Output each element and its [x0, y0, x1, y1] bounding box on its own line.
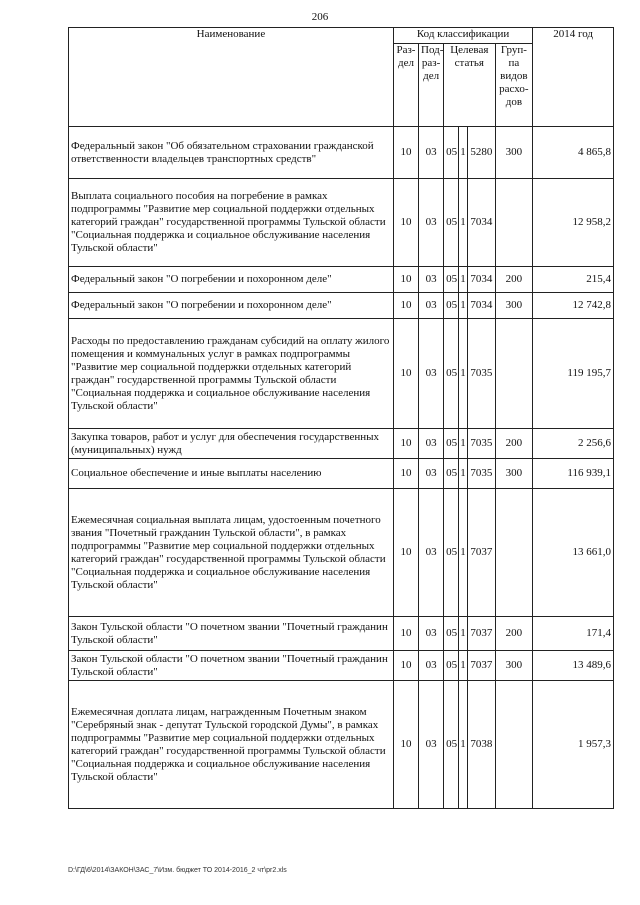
- header-row-top: [69, 28, 614, 44]
- header-podrazdel: Под- раз- дел: [419, 44, 444, 127]
- row-sum: 171,4: [533, 617, 614, 651]
- row-target-3: 7034: [468, 267, 495, 293]
- row-vid: 300: [495, 127, 533, 179]
- row-vid: 200: [495, 429, 533, 459]
- row-razdel: 10: [393, 489, 418, 617]
- row-sum: 12 742,8: [533, 293, 614, 319]
- row-name: Закупка товаров, работ и услуг для обеспечения государственных (муниципальных) нужд: [69, 429, 394, 459]
- row-vid: [495, 681, 533, 809]
- row-razdel: 10: [393, 127, 418, 179]
- table-row: [69, 617, 614, 651]
- row-target-2: 1: [458, 293, 467, 319]
- table-row: [69, 681, 614, 809]
- row-target-1: 05: [444, 293, 459, 319]
- row-sum: 4 865,8: [533, 127, 614, 179]
- row-name: Расходы по предоставлению гражданам субсидий на оплату жилого помещения и коммунальных услуг в рамках подпрограммы "Развитие мер социальной поддержки отдельных категорий граждан" государственной программы Тульской области "Социальная поддержка и социальное обслуживание населения Тульской области": [69, 319, 394, 429]
- row-target-2: 1: [458, 489, 467, 617]
- row-target-1: 05: [444, 617, 459, 651]
- table-row: [69, 429, 614, 459]
- row-target-3: 7037: [468, 489, 495, 617]
- row-podrazdel: 03: [419, 179, 444, 267]
- row-target-3: 7034: [468, 179, 495, 267]
- row-target-3: 7037: [468, 651, 495, 681]
- row-vid: 300: [495, 459, 533, 489]
- table-row: [69, 179, 614, 267]
- row-podrazdel: 03: [419, 681, 444, 809]
- row-name: Выплата социального пособия на погребение в рамках подпрограммы "Развитие мер социальной поддержки отдельных категорий граждан" государственной программы Тульской области "Социальная поддержка и социальное обслуживание населения Тульской области": [69, 179, 394, 267]
- row-razdel: 10: [393, 319, 418, 429]
- row-target-2: 1: [458, 127, 467, 179]
- row-target-2: 1: [458, 319, 467, 429]
- row-sum: 215,4: [533, 267, 614, 293]
- row-sum: 119 195,7: [533, 319, 614, 429]
- row-sum: 1 957,3: [533, 681, 614, 809]
- table-row: [69, 127, 614, 179]
- row-target-1: 05: [444, 267, 459, 293]
- row-target-3: 7038: [468, 681, 495, 809]
- row-name: Ежемесячная социальная выплата лицам, удостоенным почетного звания "Почетный гражданин Тульской области", в рамках подпрограммы "Развитие мер социальной поддержки отдельных категорий граждан" государственной программы Тульской области "Социальная поддержка и социальное обслуживание населения Тульской области": [69, 489, 394, 617]
- row-target-1: 05: [444, 127, 459, 179]
- row-name: Закон Тульской области "О почетном звании "Почетный гражданин Тульской области": [69, 617, 394, 651]
- row-vid: [495, 179, 533, 267]
- row-target-1: 05: [444, 429, 459, 459]
- row-name: Федеральный закон "О погребении и похоронном деле": [69, 267, 394, 293]
- row-podrazdel: 03: [419, 267, 444, 293]
- row-sum: 2 256,6: [533, 429, 614, 459]
- row-podrazdel: 03: [419, 459, 444, 489]
- header-vid: Груп- па видов расхо- дов: [495, 44, 533, 127]
- row-razdel: 10: [393, 267, 418, 293]
- row-razdel: 10: [393, 293, 418, 319]
- row-podrazdel: 03: [419, 429, 444, 459]
- row-razdel: 10: [393, 429, 418, 459]
- row-razdel: 10: [393, 681, 418, 809]
- table-row: [69, 459, 614, 489]
- page-number: 206: [311, 11, 329, 23]
- row-target-3: 7035: [468, 429, 495, 459]
- row-name: Ежемесячная доплата лицам, награжденным Почетным знаком "Серебряный знак - депутат Тульской городской Думы", в рамках подпрограммы "Развитие мер социальной поддержки отдельных категорий граждан" государственной программы Тульской области "Социальная поддержка и социальное обслуживание населения Тульской области": [69, 681, 394, 809]
- row-target-2: 1: [458, 179, 467, 267]
- table-row: [69, 293, 614, 319]
- row-podrazdel: 03: [419, 293, 444, 319]
- row-target-2: 1: [458, 617, 467, 651]
- row-vid: 200: [495, 267, 533, 293]
- row-target-3: 7035: [468, 319, 495, 429]
- row-razdel: 10: [393, 617, 418, 651]
- row-target-3: 7035: [468, 459, 495, 489]
- row-target-2: 1: [458, 651, 467, 681]
- row-vid: 300: [495, 651, 533, 681]
- row-target-3: 7034: [468, 293, 495, 319]
- row-target-2: 1: [458, 429, 467, 459]
- header-razdel: Раз- дел: [393, 44, 418, 127]
- row-vid: 200: [495, 617, 533, 651]
- header-target: Целевая статья: [444, 44, 495, 127]
- table-row: [69, 267, 614, 293]
- row-sum: 116 939,1: [533, 459, 614, 489]
- row-target-3: 5280: [468, 127, 495, 179]
- row-vid: 300: [495, 293, 533, 319]
- row-target-1: 05: [444, 179, 459, 267]
- row-target-3: 7037: [468, 617, 495, 651]
- row-name: Федеральный закон "Об обязательном страховании гражданской ответственности владельцев транспортных средств": [69, 127, 394, 179]
- row-name: Социальное обеспечение и иные выплаты населению: [69, 459, 394, 489]
- row-target-1: 05: [444, 459, 459, 489]
- row-podrazdel: 03: [419, 617, 444, 651]
- budget-table: [68, 27, 614, 809]
- row-razdel: 10: [393, 459, 418, 489]
- table-row: [69, 489, 614, 617]
- table-row: [69, 651, 614, 681]
- header-code-group: Код классификации: [393, 28, 532, 44]
- row-target-2: 1: [458, 459, 467, 489]
- row-razdel: 10: [393, 179, 418, 267]
- row-podrazdel: 03: [419, 127, 444, 179]
- row-razdel: 10: [393, 651, 418, 681]
- row-target-1: 05: [444, 681, 459, 809]
- header-name: Наименование: [69, 28, 394, 127]
- row-sum: 12 958,2: [533, 179, 614, 267]
- row-sum: 13 489,6: [533, 651, 614, 681]
- row-name: Федеральный закон "О погребении и похоронном деле": [69, 293, 394, 319]
- row-vid: [495, 319, 533, 429]
- row-sum: 13 661,0: [533, 489, 614, 617]
- table-row: [69, 319, 614, 429]
- row-podrazdel: 03: [419, 651, 444, 681]
- row-target-2: 1: [458, 681, 467, 809]
- row-target-2: 1: [458, 267, 467, 293]
- row-target-1: 05: [444, 651, 459, 681]
- row-podrazdel: 03: [419, 319, 444, 429]
- header-year: 2014 год: [533, 28, 614, 127]
- row-name: Закон Тульской области "О почетном звании "Почетный гражданин Тульской области": [69, 651, 394, 681]
- row-target-1: 05: [444, 489, 459, 617]
- row-podrazdel: 03: [419, 489, 444, 617]
- row-target-1: 05: [444, 319, 459, 429]
- row-vid: [495, 489, 533, 617]
- footer-path: D:\ГД\6\2014\ЗАКОН\ЗАС_7\Изм. бюджет ТО 2014-2016_2 чт\pr2.xls: [68, 867, 287, 874]
